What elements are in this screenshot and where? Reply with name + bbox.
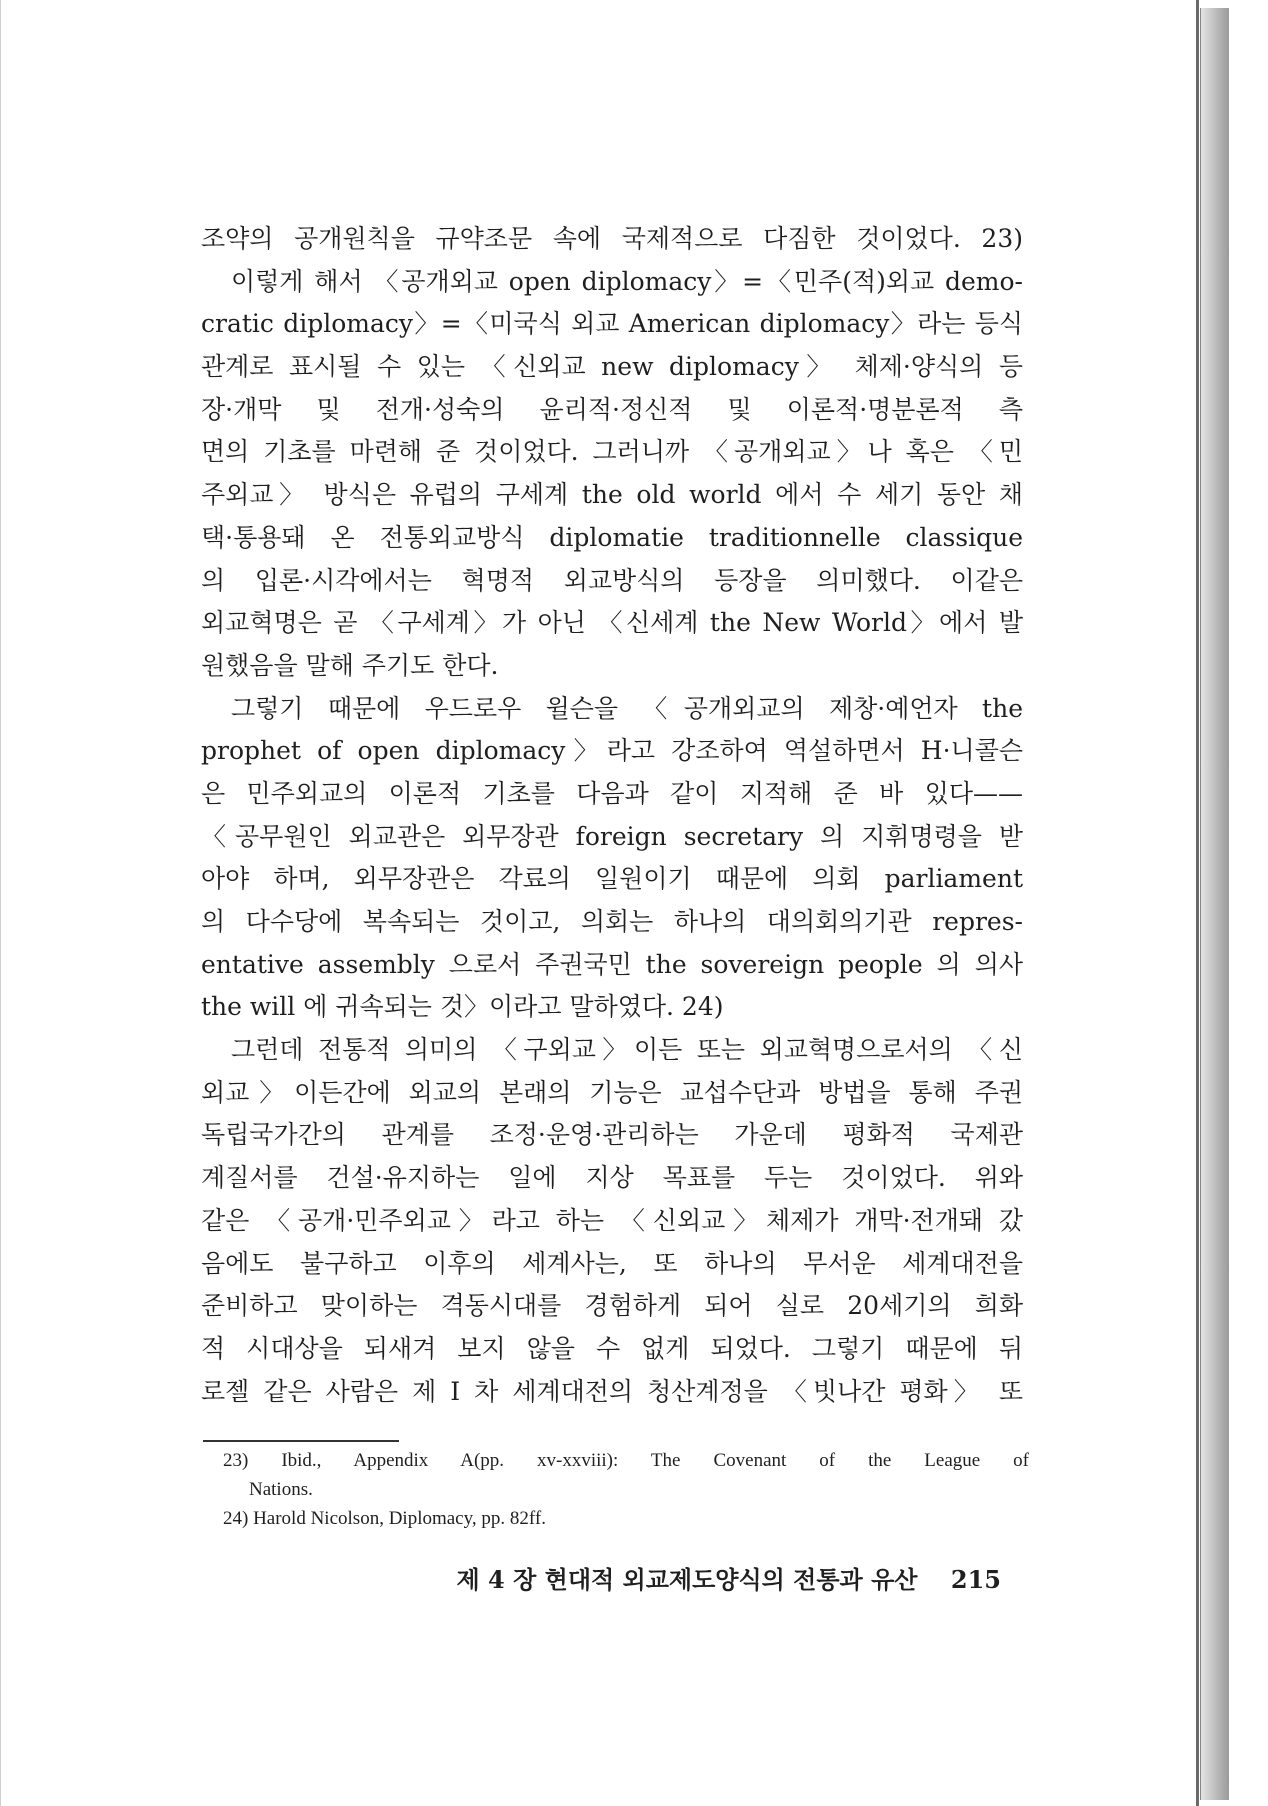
footnotes [223, 1446, 1029, 1533]
text-line: 장·개막 및 전개·성숙의 윤리적·정신적 및 이론적·명분론적 측 [201, 394, 1023, 424]
body-text [201, 218, 1023, 1413]
text-line: 조약의 공개원칙을 규약조문 속에 국제적으로 다짐한 것이었다. 23) [201, 224, 1023, 253]
text-line: 같은 〈공개·민주외교〉라고 하는 〈신외교〉체제가 개막·전개돼 갔 [201, 1205, 1023, 1235]
text-line: 은 민주외교의 이론적 기초를 다음과 같이 지적해 준 바 있다—— [201, 778, 1023, 808]
text-line: 〈공무원인 외교관은 외무장관 foreign secretary 의 지휘명령을 받 [201, 821, 1023, 851]
text-line: 로젤 같은 사람은 제 I 차 세계대전의 청산계정을 〈빗나간 평화〉 또 [201, 1376, 1023, 1406]
text-line: 택·통용돼 온 전통외교방식 diplomatie traditionnelle classique [201, 522, 1023, 552]
text-line: 의 다수당에 복속되는 것이고, 의회는 하나의 대의회의기관 repres- [201, 907, 1023, 936]
text-line: 음에도 불구하고 이후의 세계사는, 또 하나의 무서운 세계대전을 [201, 1248, 1023, 1278]
text-line: 관계로 표시될 수 있는 〈신외교 new diplomacy〉 체제·양식의 등 [201, 352, 1023, 382]
text-line: 외교혁명은 곧 〈구세계〉가 아닌 〈신세계 the New World〉에서 발 [201, 608, 1023, 638]
text-line: 의 입론·시각에서는 혁명적 외교방식의 등장을 의미했다. 이같은 [201, 565, 1023, 595]
text-line: the will 에 귀속되는 것〉이라고 말하였다. 24) [201, 992, 724, 1022]
running-title: 제 4 장 현대적 외교제도양식의 전통과 유산 [456, 1565, 918, 1594]
text-line: 면의 기초를 마련해 준 것이었다. 그러니까 〈공개외교〉나 혹은 〈민 [201, 437, 1023, 467]
text-line: entative assembly 으로서 주권국민 the sovereign people 의 의사 [201, 949, 1023, 979]
page-edge-line [1196, 0, 1199, 1806]
text-line: 적 시대상을 되새겨 보지 않을 수 없게 되었다. 그렇기 때문에 뒤 [201, 1333, 1023, 1363]
footnote-divider [203, 1440, 399, 1442]
text-line: 외교〉이든간에 외교의 본래의 기능은 교섭수단과 방법을 통해 주권 [201, 1077, 1023, 1107]
page-footer [201, 1560, 1001, 1595]
footnote-23: 23) Ibid., Appendix A(pp. xv-xxviii): The Covenant of the League of [223, 1450, 1029, 1471]
text-line: 그런데 전통적 의미의 〈구외교〉이든 또는 외교혁명으로서의 〈신 [231, 1035, 1023, 1065]
text-line: 이렇게 해서 〈공개외교 open diplomacy〉=〈민주(적)외교 demo- [231, 266, 1023, 296]
text-line: cratic diplomacy〉=〈미국식 외교 American diplomacy〉라는 등식 [201, 309, 1023, 339]
text-line: 아야 하며, 외무장관은 각료의 일원이기 때문에 의회 parliament [201, 864, 1023, 894]
footnote-24: 24) Harold Nicolson, Diplomacy, pp. 82ff. [223, 1508, 546, 1529]
text-line: 그렇기 때문에 우드로우 윌슨을 〈공개외교의 제창·예언자 the [231, 693, 1023, 723]
text-line: 독립국가간의 관계를 조정·운영·관리하는 가운데 평화적 국제관 [201, 1120, 1023, 1150]
text-line: 준비하고 맞이하는 격동시대를 경험하게 되어 실로 20세기의 희화 [201, 1291, 1023, 1321]
text-line: 주외교〉 방식은 유럽의 구세계 the old world 에서 수 세기 동안 채 [201, 480, 1023, 510]
text-line: 원했음을 말해 주기도 한다. [201, 650, 499, 680]
page-edge-shadow [1200, 8, 1229, 1800]
text-line: prophet of open diplomacy〉라고 강조하여 역설하면서 H·니콜슨 [201, 736, 1023, 766]
page-number: 215 [950, 1565, 1001, 1594]
text-line: 계질서를 건설·유지하는 일에 지상 목표를 두는 것이었다. 위와 [201, 1163, 1023, 1193]
footnote-23-continuation: Nations. [249, 1479, 313, 1500]
